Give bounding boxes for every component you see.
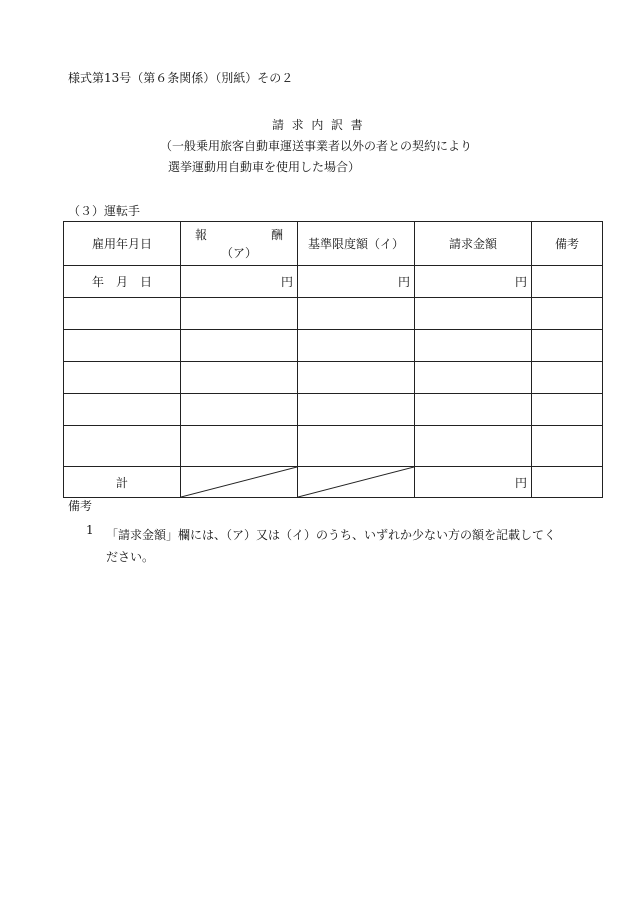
request-cell[interactable] — [415, 362, 532, 394]
note-number: 1 — [86, 523, 94, 537]
title-char: 請 — [272, 118, 285, 132]
header-payment-right: 酬 — [270, 227, 283, 242]
header-remarks: 備考 — [532, 222, 603, 266]
request-cell[interactable] — [415, 426, 532, 467]
date-cell[interactable] — [64, 330, 181, 362]
table-header-row — [64, 222, 603, 266]
remarks-label: 備考 — [68, 499, 93, 513]
diagonal-strike — [298, 467, 414, 497]
diagonal-strike — [181, 467, 297, 497]
header-standard-limit: 基準限度額（イ） — [298, 222, 415, 266]
request-cell[interactable] — [415, 394, 532, 426]
title-char: 訳 — [330, 118, 343, 132]
header-payment-left: 報 — [195, 227, 208, 242]
limit-cell[interactable] — [298, 426, 415, 467]
header-employment-date: 雇用年月日 — [64, 222, 181, 266]
table-row — [64, 330, 603, 362]
limit-cell[interactable] — [298, 394, 415, 426]
payment-cell[interactable] — [181, 426, 298, 467]
limit-cell[interactable] — [298, 330, 415, 362]
date-cell[interactable] — [64, 362, 181, 394]
limit-cell[interactable] — [298, 362, 415, 394]
total-payment-crossed-cell — [181, 467, 298, 498]
date-cell[interactable] — [64, 298, 181, 330]
header-request-amount: 請求金額 — [415, 222, 532, 266]
subtitle-line-1: （一般乗用旅客自動車運送事業者以外の者との契約により — [160, 139, 473, 153]
section-label: （３）運転手 — [68, 204, 141, 218]
remarks-cell[interactable] — [532, 362, 603, 394]
payment-cell[interactable] — [181, 394, 298, 426]
total-row — [64, 467, 603, 498]
document-title — [272, 119, 363, 131]
breakdown-table — [63, 221, 603, 498]
title-char: 内 — [311, 118, 324, 132]
header-payment-marker: （ア） — [220, 245, 257, 260]
limit-cell[interactable]: 円 — [298, 266, 415, 298]
title-char: 求 — [291, 118, 304, 132]
form-number: 様式第13号（第６条関係）（別紙）その２ — [68, 71, 294, 85]
payment-cell[interactable] — [181, 330, 298, 362]
total-remarks-cell[interactable] — [532, 467, 603, 498]
date-cell[interactable] — [64, 426, 181, 467]
remarks-cell[interactable] — [532, 298, 603, 330]
total-label: 計 — [64, 467, 181, 498]
remarks-cell[interactable] — [532, 394, 603, 426]
table-row — [64, 266, 603, 298]
payment-cell[interactable]: 円 — [181, 266, 298, 298]
payment-cell[interactable] — [181, 298, 298, 330]
title-char: 書 — [350, 118, 363, 132]
date-cell[interactable]: 年 月 日 — [64, 266, 181, 298]
remarks-cell[interactable] — [532, 426, 603, 467]
table-row — [64, 298, 603, 330]
header-payment — [181, 222, 298, 266]
remarks-cell[interactable] — [532, 330, 603, 362]
request-cell[interactable] — [415, 298, 532, 330]
table-row — [64, 426, 603, 467]
total-limit-crossed-cell — [298, 467, 415, 498]
subtitle-line-2: 選挙運動用自動車を使用した場合） — [168, 160, 361, 174]
date-cell[interactable] — [64, 394, 181, 426]
remarks-cell[interactable] — [532, 266, 603, 298]
payment-cell[interactable] — [181, 362, 298, 394]
request-cell[interactable]: 円 — [415, 266, 532, 298]
total-request-cell[interactable]: 円 — [415, 467, 532, 498]
request-cell[interactable] — [415, 330, 532, 362]
limit-cell[interactable] — [298, 298, 415, 330]
table-row — [64, 394, 603, 426]
note-text: 「請求金額」欄には、（ア）又は（イ）のうち、いずれか少ない方の額を記載してください。 — [106, 528, 557, 564]
table-row — [64, 362, 603, 394]
